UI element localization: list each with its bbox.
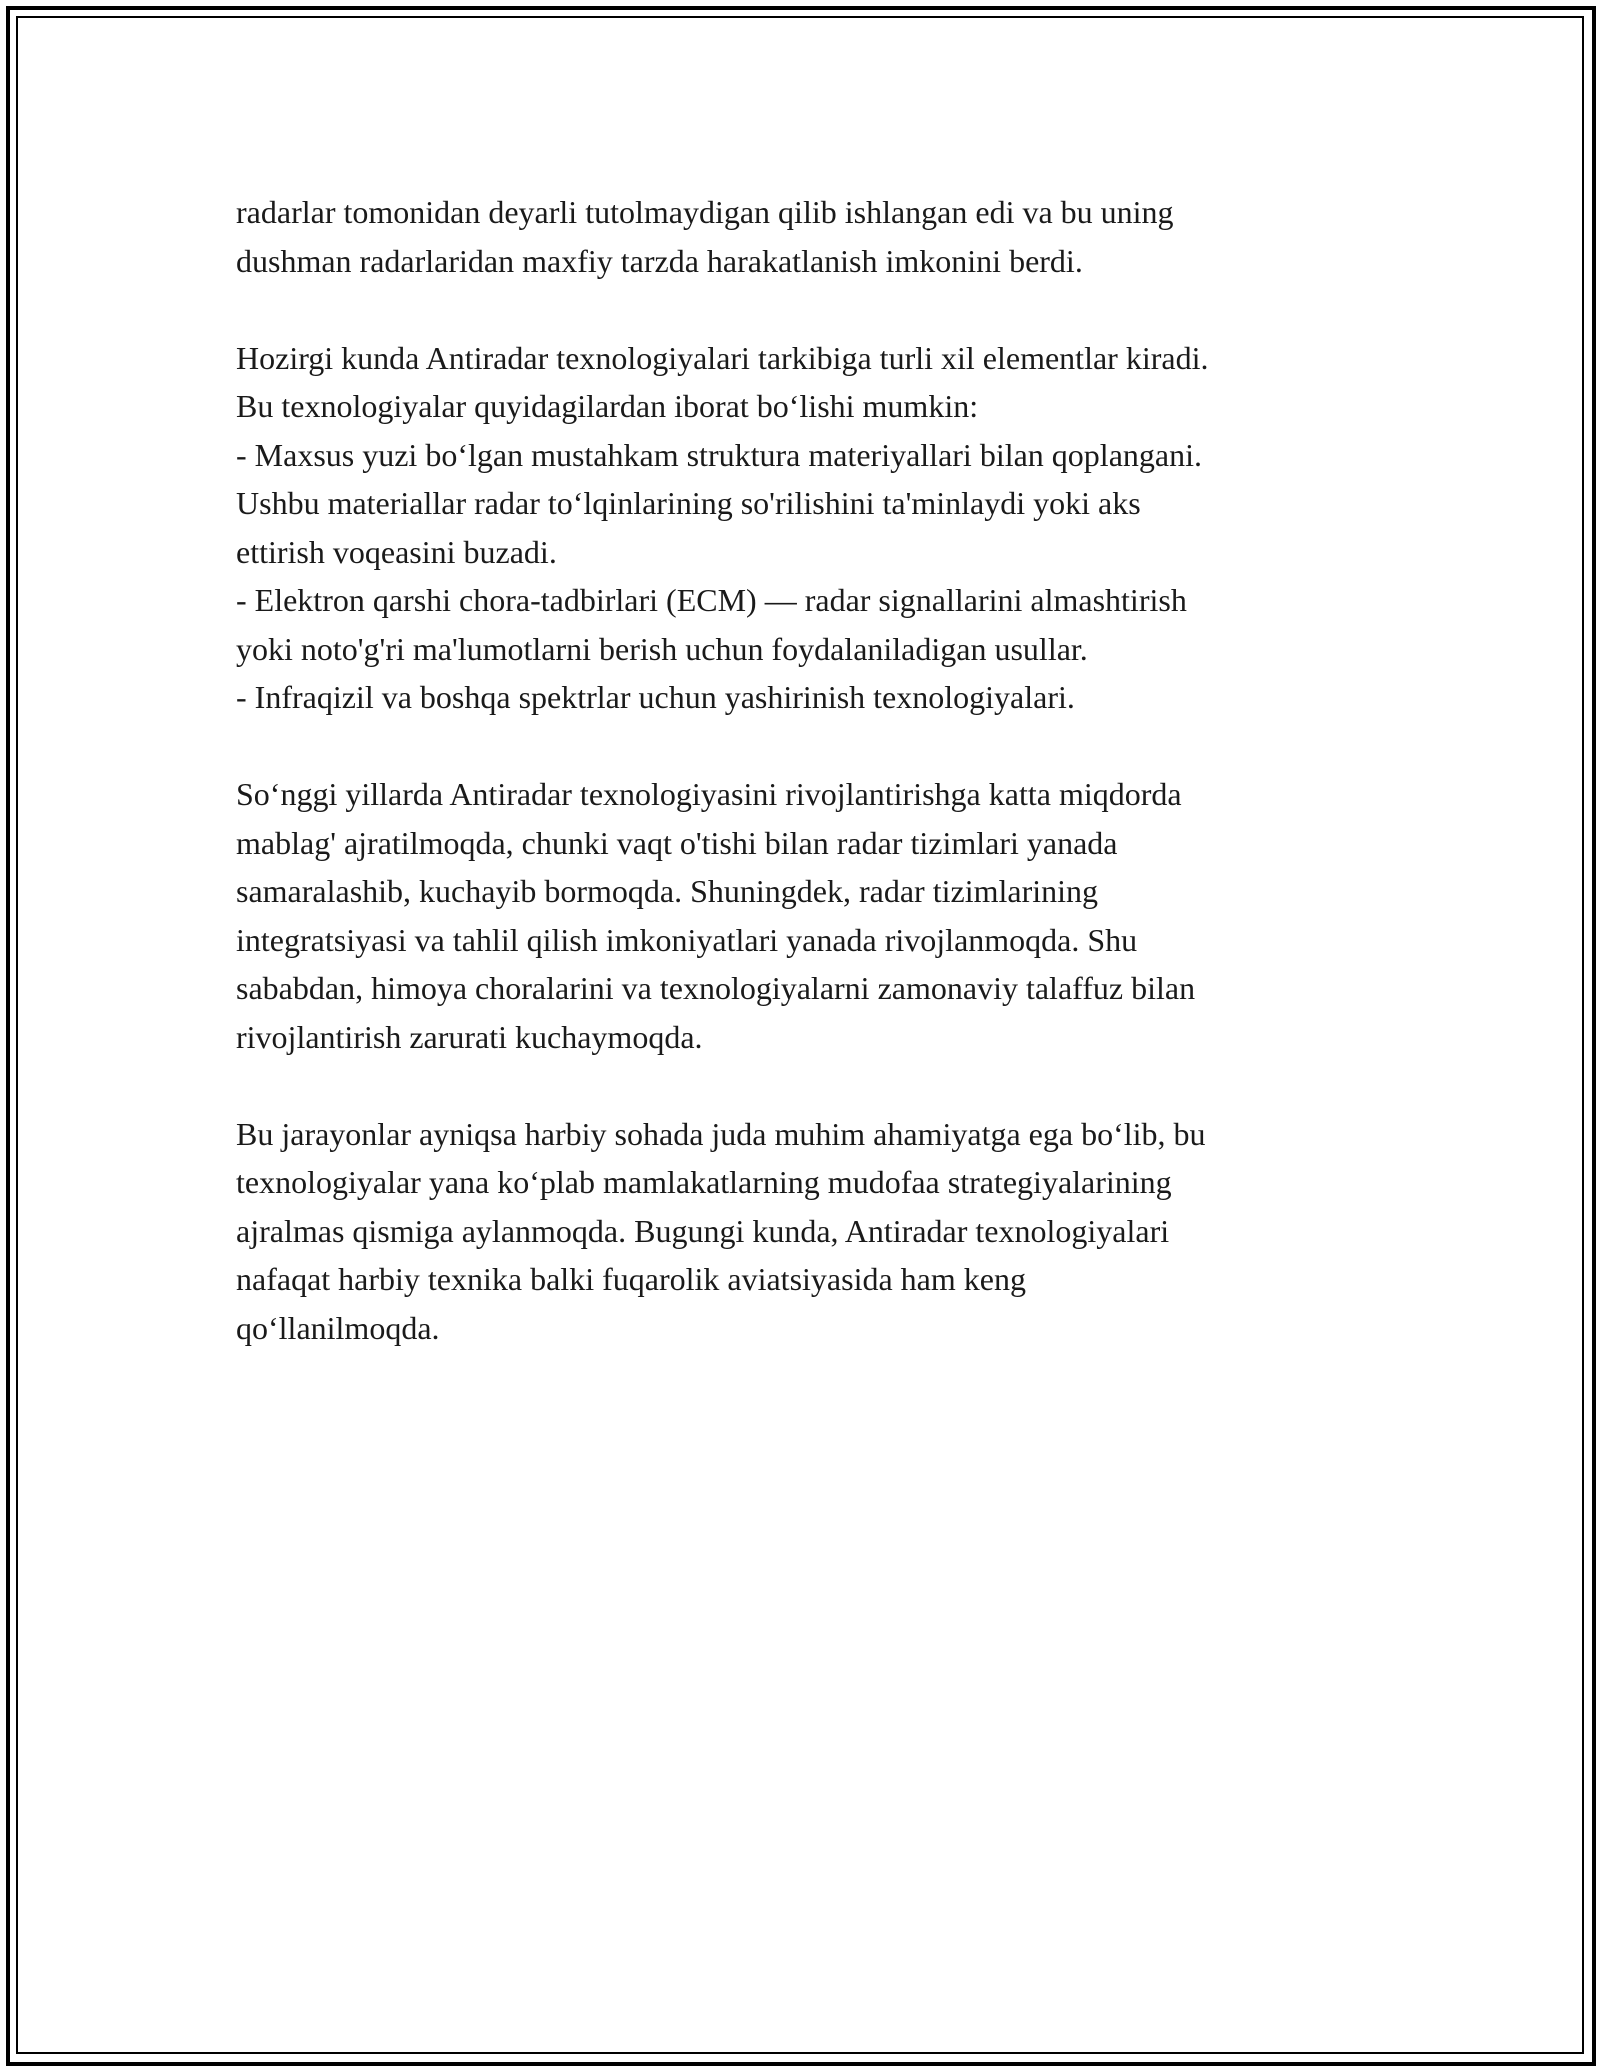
text-line: Bu jarayonlar ayniqsa harbiy sohada juda muhim ahamiyatga ega bo‘lib, bu	[236, 1115, 1206, 1152]
text-line: dushman radarlaridan maxfiy tarzda harakatlanish imkonini berdi.	[236, 242, 1083, 279]
text-line: So‘nggi yillarda Antiradar texnologiyasini rivojlantirishga katta miqdorda	[236, 776, 1182, 812]
text-line: yoki noto'g'ri ma'lumotlarni berish uchun foydalaniladigan usullar.	[236, 630, 1088, 667]
text-line: ajralmas qismiga aylanmoqda. Bugungi kunda, Antiradar texnologiyalari	[236, 1212, 1170, 1249]
list-item-line: - Infraqizil va boshqa spektrlar uchun yashirinish texnologiyalari.	[236, 679, 1075, 715]
paragraph-4	[236, 1110, 1376, 1353]
text-line: Ushbu materiallar radar to‘lqinlarining so'rilishini ta'minlaydi yoki aks	[236, 485, 1141, 521]
text-line: samaralashib, kuchayib bormoqda. Shuningdek, radar tizimlarining	[236, 873, 1098, 909]
paragraph-3	[236, 770, 1376, 1061]
text-line: qo‘llanilmoqda.	[236, 1309, 440, 1346]
text-line: radarlar tomonidan deyarli tutolmaydigan qilib ishlangan edi va bu uning	[236, 194, 1174, 230]
list-item-line: - Elektron qarshi chora-tadbirlari (ECM) — radar signallarini almashtirish	[236, 582, 1187, 618]
paragraph-1	[236, 188, 1376, 285]
text-line: mablag' ajratilmoqda, chunki vaqt o'tishi bilan radar tizimlari yanada	[236, 824, 1118, 861]
text-line: ettirish voqeasini buzadi.	[236, 533, 557, 570]
document-body	[236, 188, 1376, 1401]
text-line: integratsiyasi va tahlil qilish imkoniyatlari yanada rivojlanmoqda. Shu	[236, 921, 1138, 958]
list-item-line: - Maxsus yuzi bo‘lgan mustahkam struktura materiyallari bilan qoplangani.	[236, 436, 1202, 473]
paragraph-2	[236, 334, 1376, 722]
text-line: Hozirgi kunda Antiradar texnologiyalari tarkibiga turli xil elementlar kiradi.	[236, 339, 1209, 376]
text-line: nafaqat harbiy texnika balki fuqarolik aviatsiyasida ham keng	[236, 1261, 1026, 1297]
text-line: sababdan, himoya choralarini va texnologiyalarni zamonaviy talaffuz bilan	[236, 970, 1196, 1006]
text-line: rivojlantirish zarurati kuchaymoqda.	[236, 1018, 703, 1055]
text-line: texnologiyalar yana ko‘plab mamlakatlarning mudofaa strategiyalarining	[236, 1164, 1172, 1200]
text-line: Bu texnologiyalar quyidagilardan iborat bo‘lishi mumkin:	[236, 388, 979, 424]
